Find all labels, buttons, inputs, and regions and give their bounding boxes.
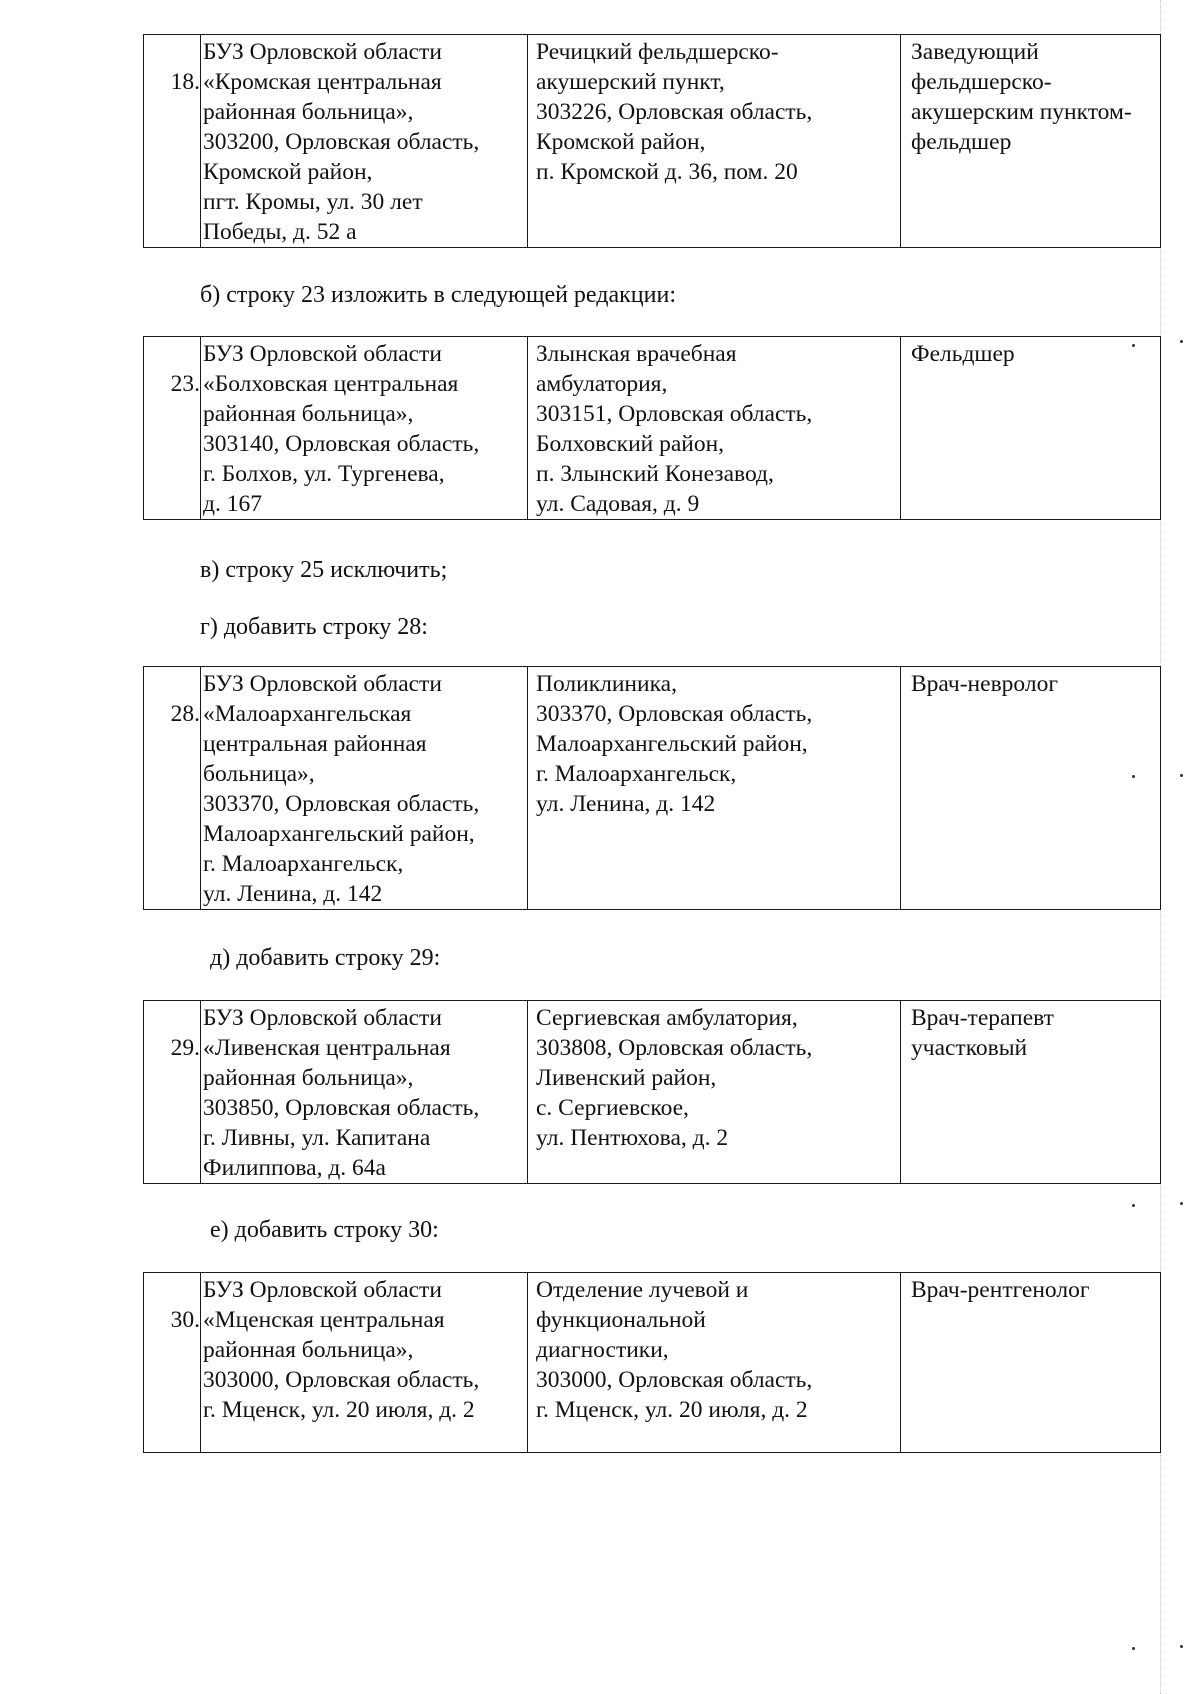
organization-cell	[201, 667, 528, 910]
position-line: фельдшерско-	[911, 69, 1052, 95]
position-cell	[901, 1001, 1161, 1184]
org-line: больница»,	[203, 761, 315, 787]
unit-line: Злынская врачебная	[536, 341, 737, 367]
instruction-e: е) добавить строку 30:	[210, 1217, 439, 1243]
org-line: «Ливенская центральная	[203, 1035, 451, 1061]
unit-line: акушерский пункт,	[536, 69, 725, 95]
position-line: фельдшер	[911, 129, 1012, 155]
position-line: Заведующий	[911, 39, 1039, 65]
unit-line: п. Злынский Конезавод,	[536, 461, 774, 487]
org-line: «Мценская центральная	[203, 1307, 445, 1333]
org-line: ул. Ленина, д. 142	[203, 881, 383, 907]
unit-cell	[528, 35, 901, 248]
instruction-g: г) добавить строку 28:	[200, 614, 428, 640]
row-number: 18.	[144, 35, 201, 248]
org-line: БУЗ Орловской области	[203, 39, 442, 65]
unit-line: с. Сергиевское,	[536, 1095, 689, 1121]
org-line: «Болховская центральная	[203, 371, 459, 397]
org-line: д. 167	[203, 491, 262, 517]
org-line: БУЗ Орловской области	[203, 1277, 442, 1303]
org-line: 303200, Орловская область,	[203, 129, 480, 155]
table-row-23	[143, 336, 1161, 520]
org-line: «Малоархангельская	[203, 701, 412, 727]
position-cell	[901, 337, 1161, 520]
unit-cell	[528, 667, 901, 910]
instruction-b: б) строку 23 изложить в следующей редакции:	[200, 282, 676, 308]
unit-line: Болховский район,	[536, 431, 725, 457]
org-line: Филиппова, д. 64а	[203, 1155, 386, 1181]
unit-line: г. Малоархангельск,	[536, 761, 737, 787]
unit-line: 303000, Орловская область,	[536, 1367, 813, 1393]
unit-line: Кромской район,	[536, 129, 706, 155]
scan-speck	[1180, 1202, 1183, 1205]
table-row-29	[143, 1000, 1161, 1184]
scan-speck	[1132, 344, 1135, 347]
org-line: районная больница»,	[203, 401, 414, 427]
org-line: г. Малоархангельск,	[203, 851, 404, 877]
instruction-d: д) добавить строку 29:	[210, 945, 441, 971]
org-line: Победы, д. 52 а	[203, 219, 357, 245]
org-line: БУЗ Орловской области	[203, 341, 442, 367]
unit-line: 303370, Орловская область,	[536, 701, 813, 727]
unit-line: Малоархангельский район,	[536, 731, 808, 757]
organization-cell	[201, 1273, 528, 1453]
organization-cell	[201, 337, 528, 520]
org-line: 303000, Орловская область,	[203, 1367, 480, 1393]
unit-line: функциональной	[536, 1307, 706, 1333]
org-line: пгт. Кромы, ул. 30 лет	[203, 189, 423, 215]
position-line: Врач-терапевт	[911, 1005, 1054, 1031]
scan-speck	[1132, 775, 1135, 778]
position-line: участковый	[911, 1035, 1028, 1061]
row-number: 28.	[144, 667, 201, 910]
table-row-18	[143, 34, 1161, 248]
unit-cell	[528, 1273, 901, 1453]
unit-line: ул. Садовая, д. 9	[536, 491, 700, 517]
unit-cell	[528, 1001, 901, 1184]
scan-speck	[1132, 1647, 1135, 1650]
position-line: Фельдшер	[911, 341, 1015, 367]
scan-speck	[1180, 1645, 1183, 1648]
org-line: центральная районная	[203, 731, 427, 757]
unit-line: ул. Пентюхова, д. 2	[536, 1125, 729, 1151]
position-line: Врач-рентгенолог	[911, 1277, 1090, 1303]
table-row-30	[143, 1272, 1161, 1453]
org-line: г. Болхов, ул. Тургенева,	[203, 461, 445, 487]
org-line: 303140, Орловская область,	[203, 431, 480, 457]
unit-line: 303808, Орловская область,	[536, 1035, 813, 1061]
position-cell	[901, 1273, 1161, 1453]
org-line: Кромской район,	[203, 159, 373, 185]
position-cell	[901, 35, 1161, 248]
unit-line: Сергиевская амбулатория,	[536, 1005, 798, 1031]
org-line: районная больница»,	[203, 1337, 414, 1363]
unit-cell	[528, 337, 901, 520]
unit-line: Речицкий фельдшерско-	[536, 39, 779, 65]
scan-speck	[1180, 774, 1183, 777]
unit-line: Отделение лучевой и	[536, 1277, 749, 1303]
row-number: 30.	[144, 1273, 201, 1453]
org-line: 303370, Орловская область,	[203, 791, 480, 817]
unit-line: Поликлиника,	[536, 671, 677, 697]
org-line: районная больница»,	[203, 1065, 414, 1091]
organization-cell	[201, 1001, 528, 1184]
org-line: «Кромская центральная	[203, 69, 442, 95]
scan-speck	[1132, 1204, 1135, 1207]
org-line: БУЗ Орловской области	[203, 671, 442, 697]
scan-speck	[1180, 340, 1183, 343]
org-line: БУЗ Орловской области	[203, 1005, 442, 1031]
unit-line: 303151, Орловская область,	[536, 401, 813, 427]
org-line: 303850, Орловская область,	[203, 1095, 480, 1121]
org-line: Малоархангельский район,	[203, 821, 475, 847]
org-line: г. Ливны, ул. Капитана	[203, 1125, 431, 1151]
position-cell	[901, 667, 1161, 910]
row-number: 29.	[144, 1001, 201, 1184]
unit-line: 303226, Орловская область,	[536, 99, 813, 125]
unit-line: п. Кромской д. 36, пом. 20	[536, 159, 798, 185]
table-row-28	[143, 666, 1161, 910]
org-line: г. Мценск, ул. 20 июля, д. 2	[203, 1397, 475, 1423]
unit-line: диагностики,	[536, 1337, 669, 1363]
organization-cell	[201, 35, 528, 248]
unit-line: г. Мценск, ул. 20 июля, д. 2	[536, 1397, 808, 1423]
org-line: районная больница»,	[203, 99, 414, 125]
unit-line: амбулатория,	[536, 371, 668, 397]
row-number: 23.	[144, 337, 201, 520]
position-line: Врач-невролог	[911, 671, 1058, 697]
unit-line: Ливенский район,	[536, 1065, 717, 1091]
position-line: акушерским пунктом-	[911, 99, 1132, 125]
unit-line: ул. Ленина, д. 142	[536, 791, 716, 817]
instruction-v: в) строку 25 исключить;	[200, 557, 448, 583]
